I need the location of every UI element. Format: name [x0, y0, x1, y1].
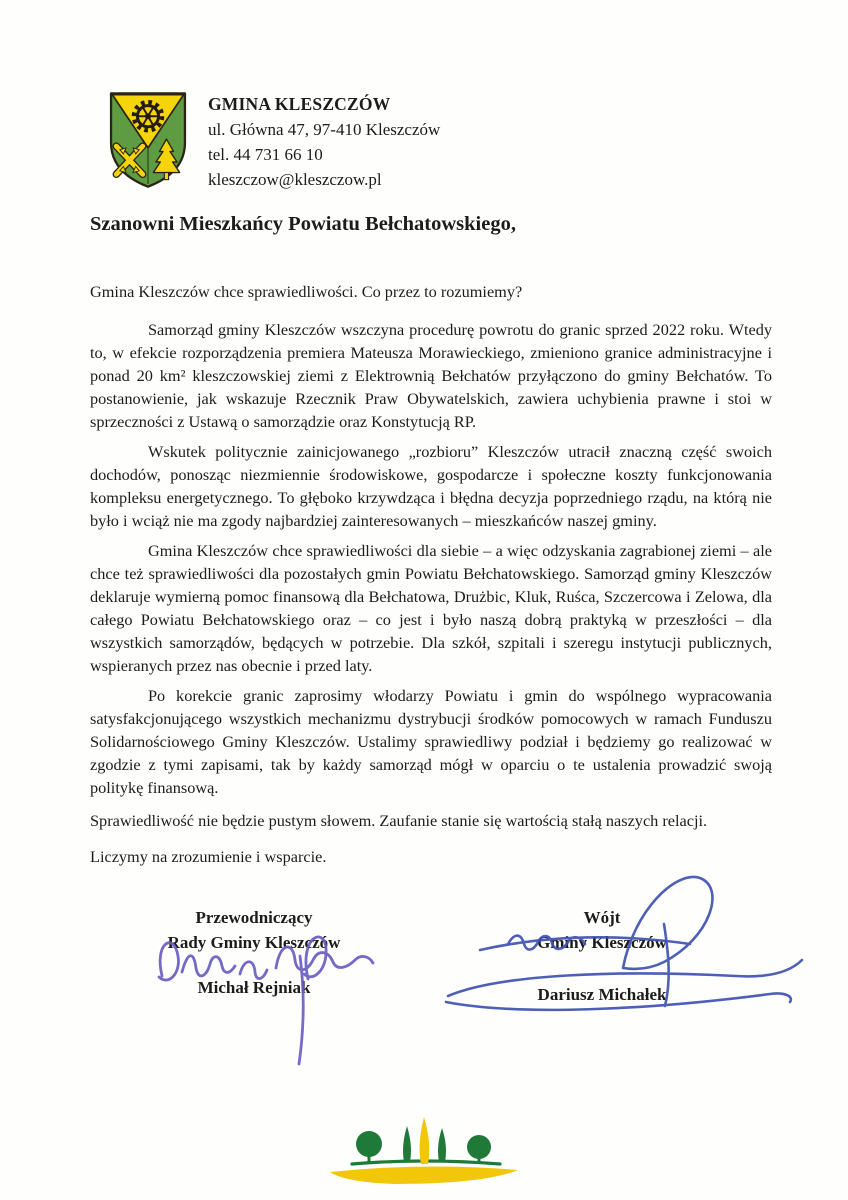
cogwheel-icon: [134, 102, 162, 130]
org-phone: tel. 44 731 66 10: [208, 145, 323, 164]
yellow-cypress-icon: [420, 1117, 430, 1164]
letter-salutation: Szanowni Mieszkańcy Powiatu Bełchatowskiego,: [90, 213, 516, 235]
trees-landscape-logo-icon: [324, 1112, 524, 1192]
mayor-name: Dariusz Michałek: [537, 985, 667, 1004]
cypress-tree-icon: [403, 1126, 411, 1162]
mayor-title-line2: Gminy Kleszczów: [537, 933, 667, 952]
round-tree-icon: [356, 1131, 382, 1163]
letter-paragraph: Po korekcie granic zaprosimy włodarzy Powiatu i gmin do wspólnego wypracowania satysfakcjonującego wszystkich mechanizmu dystrybucji środków pomocowych w ramach Funduszu Solidarnościowego Gminy Kleszczów. Ustalimy sprawiedliwy podział i będziemy go realizować w zgodzie z tymi zapisami, tak by każdy samorząd mógł w oparciu o te ustalenia prowadzić swoją politykę finansową.: [90, 686, 772, 797]
letter-closing-line: Sprawiedliwość nie będzie pustym słowem. Zaufanie stanie się wartością stałą naszych relacji.: [90, 811, 708, 830]
letterhead: [104, 88, 440, 192]
letter-intro-line: Gmina Kleszczów chce sprawiedliwości. Co przez to rozumiemy?: [90, 282, 523, 301]
mayor-title-line1: Wójt: [583, 908, 621, 927]
chairman-title-line1: Przewodniczący: [195, 908, 313, 927]
round-tree-icon: [467, 1135, 491, 1164]
letterhead-contact-block: [208, 88, 440, 192]
signature-block-mayor: [488, 905, 716, 1007]
chairman-title-line2: Rady Gminy Kleszczów: [167, 933, 341, 952]
coat-of-arms-icon: [104, 88, 192, 192]
org-address: ul. Główna 47, 97-410 Kleszczów: [208, 120, 441, 139]
org-name: GMINA KLESZCZÓW: [208, 94, 391, 114]
chairman-name: Michał Rejniak: [197, 978, 311, 997]
letter-body: [90, 318, 772, 875]
cypress-tree-icon: [438, 1128, 446, 1162]
letter-paragraph: Samorząd gminy Kleszczów wszczyna procedurę powrotu do granic sprzed 2022 roku. Wtedy to, w efekcie rozporządzenia premiera Mateusza Morawieckiego, zmieniono granice administracyjne i ponad 20 km² kleszczowskiej ziemi z Elektrownią Bełchatów przyłączono do gminy Bełchatów. To postanowienie, jak wskazuje Rzecznik Praw Obywatelskich, zawiera uchybienia prawne i stoi w sprzeczności z Ustawą o samorządzie oraz Konstytucją RP.: [90, 320, 772, 431]
letter-paragraph: Gmina Kleszczów chce sprawiedliwości dla siebie – a więc odzyskania zagrabionej ziemi – ale chce też sprawiedliwości dla pozostałych gmin Powiatu Bełchatowskiego. Samorząd gminy Kleszczów deklaruje wymierną pomoc finansową dla Bełchatowa, Drużbic, Kluk, Ruśca, Szczercowa i Zelowa, dla całego Powiatu Bełchatowskiego oraz – co jest i było naszą dobrą praktyką w przeszłości – dla wszystkich samorządów, będących w potrzebie. Dla szkół, szpitali i szeregu instytucji publicznych, wspieranych przez nas obecnie i przed laty.: [90, 541, 772, 675]
letter-paragraph: Wskutek politycznie zainicjowanego „rozbioru” Kleszczów utracił znaczną część swoich dochodów, ponosząc niezmiennie środowiskowe, gospodarcze i społeczne koszty funkcjonowania kompleksu energetycznego. To głęboko krzywdząca i błędna decyzja poprzedniego rządu, na którą nie było i wciąż nie ma zgody najbardziej zainteresowanych – mieszkańców naszej gminy.: [90, 442, 772, 530]
signature-block-chairman: [138, 905, 370, 1000]
letter-closing-line: Liczymy na zrozumienie i wsparcie.: [90, 847, 327, 866]
org-email: kleszczow@kleszczow.pl: [208, 170, 382, 189]
